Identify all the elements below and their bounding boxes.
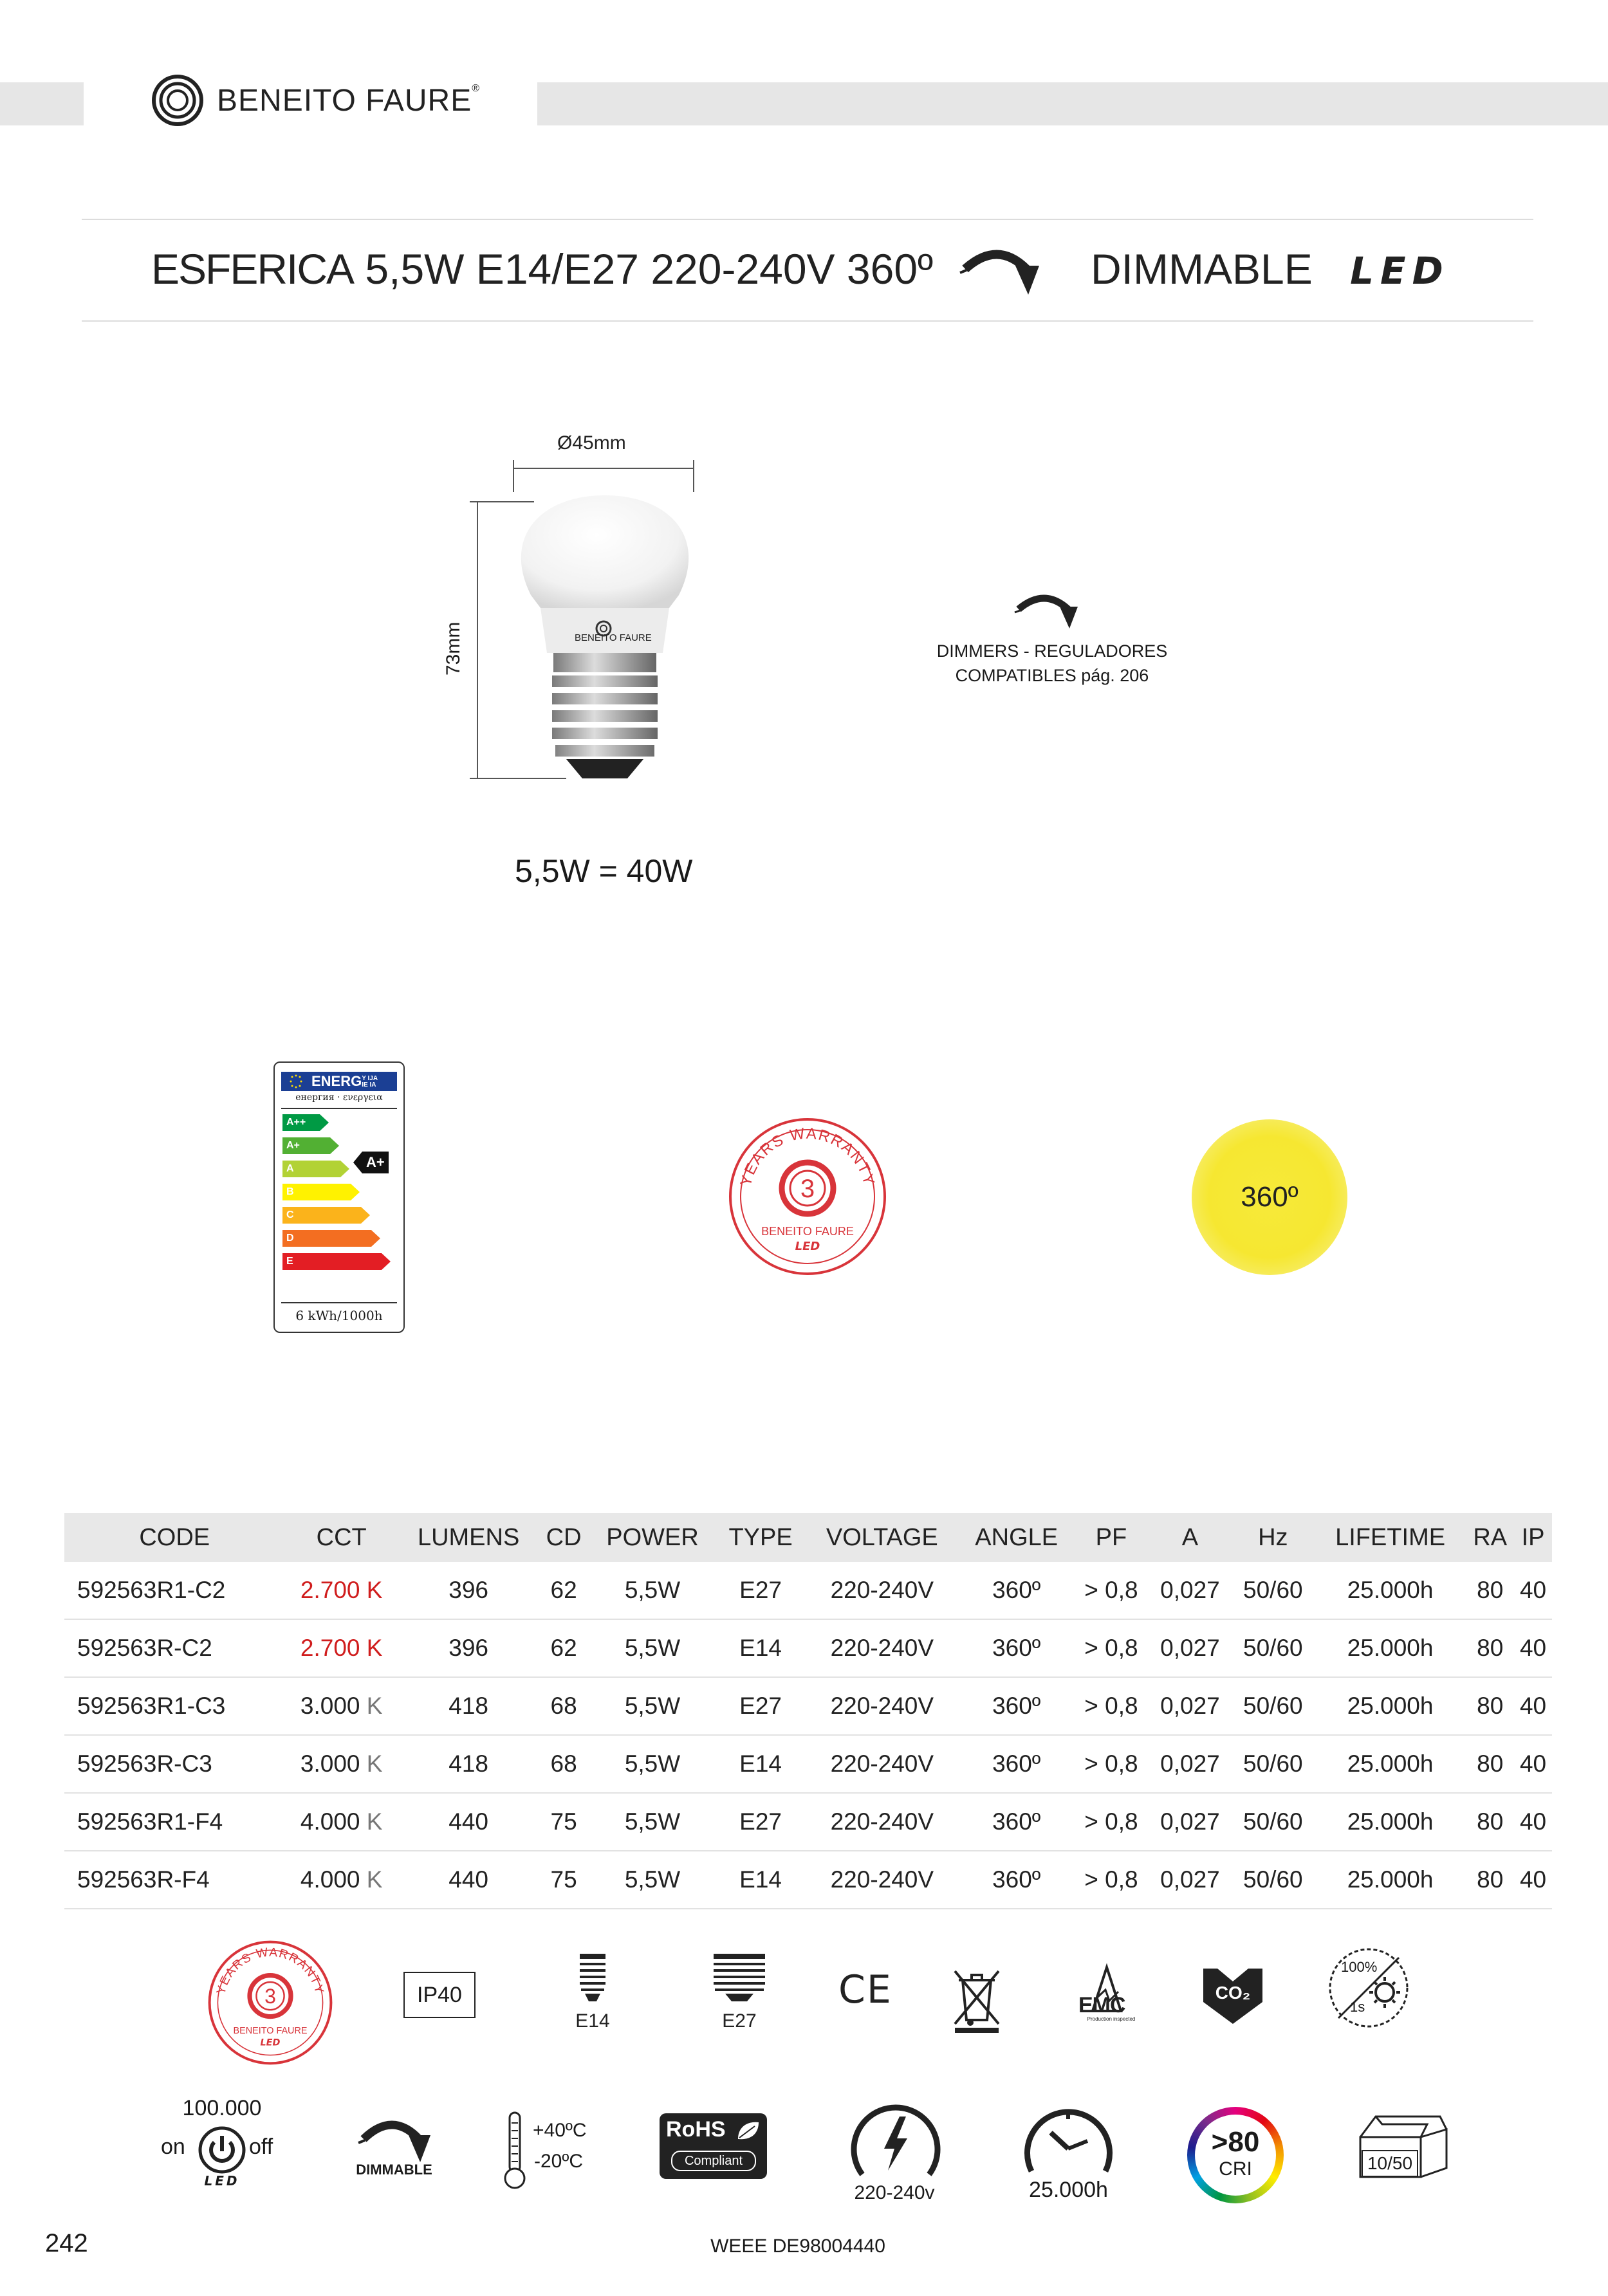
table-cell-ip: 40 [1514, 1562, 1552, 1619]
dimmer-arrow-icon [1013, 589, 1084, 634]
lifetime-clock-icon [1015, 2104, 1122, 2178]
table-cell-ra: 80 [1466, 1793, 1514, 1851]
table-cell-cd: 68 [539, 1677, 588, 1735]
table-cell-hz: 50/60 [1232, 1851, 1315, 1909]
table-cell-cct: 4.000 K [284, 1851, 398, 1909]
angle-badge [1192, 1119, 1347, 1275]
table-cell-hz: 50/60 [1232, 1562, 1315, 1619]
table-cell-pf: > 0,8 [1074, 1793, 1149, 1851]
table-cell-ra: 80 [1466, 1677, 1514, 1735]
table-cell-hz: 50/60 [1232, 1793, 1315, 1851]
table-row [64, 1562, 1552, 1619]
energy-class-bar: B [282, 1184, 360, 1200]
height-label: 73mm [443, 621, 464, 675]
warranty-brand: BENEITO FAURE [761, 1225, 854, 1238]
table-cell-power: 5,5W [589, 1619, 716, 1677]
table-header-cell: IP [1514, 1513, 1552, 1562]
table-cell-hz: 50/60 [1232, 1735, 1315, 1793]
table-cell-pf: > 0,8 [1074, 1619, 1149, 1677]
table-cell-voltage: 220-240V [805, 1562, 959, 1619]
warranty-years: 3 [800, 1175, 815, 1203]
warranty-text: YEARS WARRANTY [737, 1125, 878, 1188]
dimmable-icon [357, 2113, 434, 2165]
table-cell-ip: 40 [1514, 1677, 1552, 1735]
co2-label: CO₂ [1215, 1983, 1251, 2003]
table-header-cell: VOLTAGE [805, 1513, 959, 1562]
table-cell-voltage: 220-240V [805, 1851, 959, 1909]
e14-socket-icon [576, 1952, 609, 2004]
table-cell-power: 5,5W [589, 1851, 716, 1909]
table-header-cell: Hz [1232, 1513, 1315, 1562]
table-cell-ra: 80 [1466, 1562, 1514, 1619]
table-cell-voltage: 220-240V [805, 1793, 959, 1851]
table-row [64, 1677, 1552, 1735]
energy-divider-bottom [281, 1302, 397, 1303]
table-cell-code: 592563R1-C2 [64, 1562, 284, 1619]
ce-mark-icon: CE [838, 1967, 892, 2012]
table-header-cell: PF [1074, 1513, 1149, 1562]
package-label: 10/50 [1362, 2150, 1418, 2177]
warranty-badge [727, 1116, 888, 1277]
table-cell-angle: 360º [959, 1619, 1074, 1677]
table-cell-cd: 68 [539, 1735, 588, 1793]
table-cell-angle: 360º [959, 1677, 1074, 1735]
cycles-on-label: on [161, 2135, 185, 2159]
table-cell-cd: 62 [539, 1562, 588, 1619]
table-cell-lifetime: 25.000h [1315, 1793, 1466, 1851]
table-cell-cct: 2.700 K [284, 1562, 398, 1619]
table-header-cell: POWER [589, 1513, 716, 1562]
table-cell-pf: > 0,8 [1074, 1562, 1149, 1619]
energy-class-bar: C [282, 1207, 370, 1224]
cycles-off-label: off [249, 2135, 273, 2159]
cycles-value: 100.000 [182, 2096, 262, 2120]
energy-class-bar: A+ [282, 1137, 339, 1154]
product-name: ESFERICA [151, 245, 354, 293]
table-cell-a: 0,027 [1149, 1735, 1232, 1793]
table-cell-cct: 3.000 K [284, 1735, 398, 1793]
cri-value: >80 [1211, 2126, 1260, 2158]
table-header-cell: CODE [64, 1513, 284, 1562]
table-cell-hz: 50/60 [1232, 1619, 1315, 1677]
diameter-label: Ø45mm [557, 432, 626, 454]
table-cell-code: 592563R1-F4 [64, 1793, 284, 1851]
table-cell-cct: 3.000 K [284, 1677, 398, 1735]
header-bar-right [537, 82, 1608, 125]
title-rule-top [82, 219, 1533, 220]
table-cell-lumens: 440 [398, 1851, 539, 1909]
emc-label: EMC [1078, 1993, 1125, 2017]
table-cell-pf: > 0,8 [1074, 1735, 1149, 1793]
table-cell-angle: 360º [959, 1735, 1074, 1793]
table-cell-ra: 80 [1466, 1735, 1514, 1793]
weee-bin-icon [951, 1967, 1003, 2035]
energy-class-bar: A++ [282, 1114, 329, 1131]
energy-header [281, 1072, 397, 1091]
table-cell-lumens: 418 [398, 1677, 539, 1735]
temp-min-label: -20ºC [534, 2151, 583, 2172]
table-cell-a: 0,027 [1149, 1793, 1232, 1851]
table-header-cell: RA [1466, 1513, 1514, 1562]
table-cell-lumens: 396 [398, 1562, 539, 1619]
product-spec: 5,5W E14/E27 220-240V 360º [365, 245, 934, 293]
energy-consumption: 6 kWh/1000h [295, 1308, 383, 1323]
table-cell-a: 0,027 [1149, 1619, 1232, 1677]
rohs-label: RoHS [666, 2117, 726, 2142]
dimmable-arrow-icon [959, 243, 1046, 301]
instant-start-pct: 100% [1341, 1959, 1378, 1975]
table-row [64, 1619, 1552, 1677]
table-cell-power: 5,5W [589, 1793, 716, 1851]
e27-socket-icon [710, 1952, 769, 2004]
energy-label [273, 1061, 405, 1333]
warranty-small-icon [206, 1938, 335, 2067]
instant-start-icon [1327, 1946, 1410, 2030]
table-cell-code: 592563R-C2 [64, 1619, 284, 1677]
rohs-leaf-icon [735, 2120, 761, 2142]
cri-icon [1187, 2107, 1284, 2203]
table-cell-lifetime: 25.000h [1315, 1851, 1466, 1909]
energy-class-bar: D [282, 1230, 380, 1247]
table-cell-type: E14 [716, 1851, 805, 1909]
led-logo: LED [1350, 249, 1450, 293]
table-cell-voltage: 220-240V [805, 1735, 959, 1793]
table-cell-power: 5,5W [589, 1562, 716, 1619]
table-cell-power: 5,5W [589, 1735, 716, 1793]
table-cell-lumens: 418 [398, 1735, 539, 1793]
cycles-icon [158, 2096, 286, 2192]
table-cell-ra: 80 [1466, 1619, 1514, 1677]
table-cell-ip: 40 [1514, 1793, 1552, 1851]
table-cell-cd: 62 [539, 1619, 588, 1677]
table-header-cell: ANGLE [959, 1513, 1074, 1562]
cycles-led-label: LED [204, 2173, 240, 2189]
table-header-cell: LUMENS [398, 1513, 539, 1562]
table-cell-a: 0,027 [1149, 1851, 1232, 1909]
table-cell-lifetime: 25.000h [1315, 1677, 1466, 1735]
table-cell-code: 592563R1-C3 [64, 1677, 284, 1735]
rohs-icon [660, 2113, 767, 2179]
table-cell-lumens: 440 [398, 1793, 539, 1851]
voltage-icon [844, 2104, 947, 2181]
warranty-small-text: YEARS WARRANTY [214, 1945, 326, 1996]
table-header-cell: CCT [284, 1513, 398, 1562]
warranty-small-years: 3 [264, 1984, 276, 2008]
lifetime-label: 25.000h [1029, 2178, 1108, 2202]
voltage-label: 220-240v [854, 2182, 935, 2203]
table-cell-angle: 360º [959, 1793, 1074, 1851]
warranty-small-brand: BENEITO FAURE [233, 2026, 308, 2036]
table-cell-pf: > 0,8 [1074, 1851, 1149, 1909]
dimmable-label: DIMMABLE LED [1091, 245, 1450, 293]
table-row [64, 1735, 1552, 1793]
table-cell-ip: 40 [1514, 1619, 1552, 1677]
bulb-brand-label: BENEITO FAURE [575, 632, 652, 643]
cri-label: CRI [1219, 2158, 1252, 2180]
angle-badge-label: 360º [1241, 1181, 1298, 1213]
header-bar-left [0, 82, 84, 125]
table-cell-type: E14 [716, 1735, 805, 1793]
weee-number: WEEE DE98004440 [710, 2236, 885, 2257]
table-cell-hz: 50/60 [1232, 1677, 1315, 1735]
table-cell-angle: 360º [959, 1562, 1074, 1619]
energy-rating: A+ [353, 1152, 389, 1173]
table-cell-lumens: 396 [398, 1619, 539, 1677]
table-cell-ra: 80 [1466, 1851, 1514, 1909]
instant-start-time: 1s [1350, 1999, 1365, 2015]
table-cell-lifetime: 25.000h [1315, 1562, 1466, 1619]
dimmer-note [901, 639, 1203, 688]
table-cell-angle: 360º [959, 1851, 1074, 1909]
table-cell-type: E27 [716, 1562, 805, 1619]
table-body [64, 1562, 1552, 1909]
table-cell-cct: 2.700 K [284, 1619, 398, 1677]
energy-class-bar: E [282, 1253, 391, 1270]
table-row [64, 1793, 1552, 1851]
energy-divider [281, 1108, 397, 1109]
table-cell-pf: > 0,8 [1074, 1677, 1149, 1735]
dimmer-note-line2: COMPATIBLES pág. 206 [955, 666, 1149, 685]
table-cell-lifetime: 25.000h [1315, 1735, 1466, 1793]
table-header-cell: TYPE [716, 1513, 805, 1562]
thermometer-icon [502, 2110, 528, 2190]
table-header-cell: A [1149, 1513, 1232, 1562]
emc-icon [1076, 1961, 1147, 2025]
e27-label: E27 [722, 2010, 757, 2032]
spec-table [64, 1513, 1552, 1909]
dimmable-icon-label: DIMMABLE [356, 2162, 432, 2178]
page-title [151, 244, 933, 293]
table-header-row [64, 1513, 1552, 1562]
dimmer-note-line1: DIMMERS - REGULADORES [936, 641, 1168, 661]
temp-max-label: +40ºC [533, 2120, 587, 2141]
co2-icon [1202, 1962, 1264, 2026]
table-cell-ip: 40 [1514, 1735, 1552, 1793]
title-rule-bottom [82, 320, 1533, 322]
table-cell-ip: 40 [1514, 1851, 1552, 1909]
table-cell-voltage: 220-240V [805, 1619, 959, 1677]
table-cell-cd: 75 [539, 1793, 588, 1851]
energy-class-bar: A [282, 1161, 349, 1177]
table-cell-type: E27 [716, 1793, 805, 1851]
table-cell-cct: 4.000 K [284, 1793, 398, 1851]
brand-circle-icon [151, 74, 204, 127]
table-cell-a: 0,027 [1149, 1677, 1232, 1735]
table-header-cell: LIFETIME [1315, 1513, 1466, 1562]
table-cell-lifetime: 25.000h [1315, 1619, 1466, 1677]
rohs-sub-label: Compliant [671, 2151, 756, 2171]
eu-flag-icon [283, 1072, 309, 1090]
bulb-diagram [463, 460, 701, 788]
table-cell-code: 592563R-C3 [64, 1735, 284, 1793]
page-number: 242 [45, 2229, 88, 2257]
brand-name: BENEITO FAURE® [217, 82, 480, 118]
power-icon [198, 2126, 246, 2174]
table-cell-voltage: 220-240V [805, 1677, 959, 1735]
energy-subtitle: енергия · ενεργεια [295, 1092, 383, 1103]
table-cell-power: 5,5W [589, 1677, 716, 1735]
warranty-small-led: LED [260, 2037, 281, 2048]
emc-sub-label: Production inspected [1087, 2016, 1136, 2022]
equivalence-label: 5,5W = 40W [515, 853, 693, 889]
ip40-icon: IP40 [403, 1972, 476, 2018]
table-cell-type: E27 [716, 1677, 805, 1735]
e14-label: E14 [575, 2010, 610, 2032]
warranty-led: LED [795, 1240, 820, 1253]
table-cell-code: 592563R-F4 [64, 1851, 284, 1909]
table-cell-cd: 75 [539, 1851, 588, 1909]
table-cell-a: 0,027 [1149, 1562, 1232, 1619]
table-cell-type: E14 [716, 1619, 805, 1677]
brand-logo [151, 74, 480, 127]
table-row [64, 1851, 1552, 1909]
energy-title: ENERGY IJA IE IA [311, 1073, 378, 1089]
table-header-cell: CD [539, 1513, 588, 1562]
